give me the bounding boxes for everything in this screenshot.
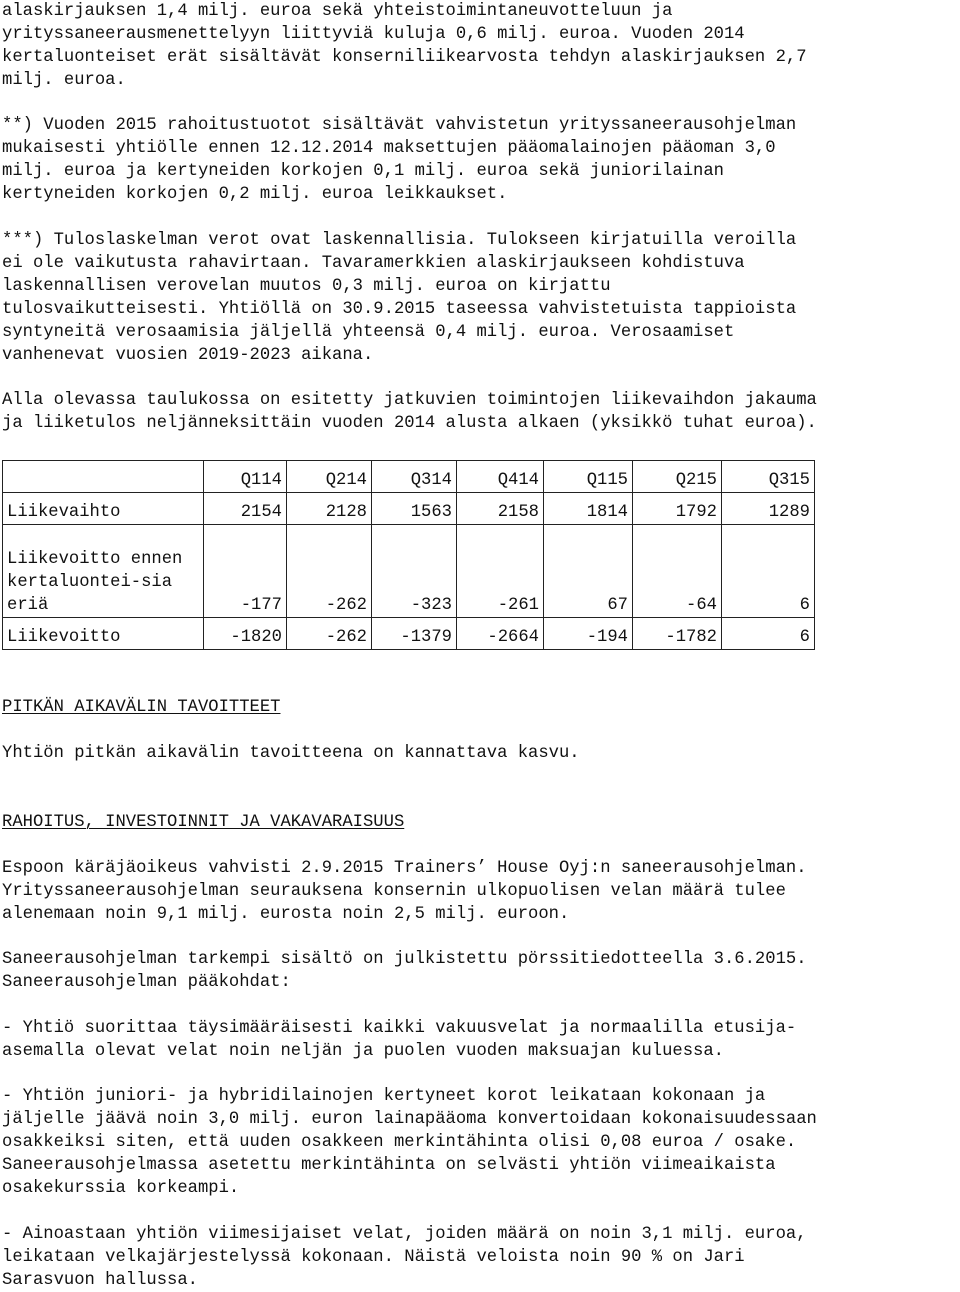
table-header-cell: Q314	[372, 461, 457, 493]
list-item-line: Saneerausohjelmassa asetettu merkintähinta on selvästi yhtiön viimeaikaista	[2, 1156, 776, 1175]
text-line: kertaluonteiset erät sisältävät konserniliikearvosta tehdyn alaskirjauksen 2,7	[2, 48, 807, 67]
text-line: ja liiketulos neljänneksittäin vuoden 2014 alusta alkaen (yksikkö tuhat euroa).	[2, 414, 817, 433]
table-header-cell: Q315	[722, 461, 815, 493]
section-heading: RAHOITUS, INVESTOINNIT JA VAKAVARAISUUS	[2, 813, 405, 832]
footnote-line: syntyneitä verosaamisia jäljellä yhteensä 0,4 milj. euroa. Verosaamiset	[2, 323, 735, 342]
table-cell: -323	[372, 525, 457, 618]
table-cell: 2128	[287, 493, 372, 525]
footnote-line: mukaisesti yhtiölle ennen 12.12.2014 maksettujen pääomalainojen pääoman 3,0	[2, 139, 776, 158]
footnote-line: vanhenevat vuosien 2019-2023 aikana.	[2, 346, 374, 365]
text-line: alenemaan noin 9,1 milj. eurosta noin 2,5 milj. euroon.	[2, 905, 570, 924]
row-label: Liikevoitto	[3, 618, 204, 650]
table-cell: 1792	[633, 493, 722, 525]
table-cell: 6	[722, 618, 815, 650]
text-line: Saneerausohjelman pääkohdat:	[2, 973, 291, 992]
table-cell: 2154	[204, 493, 287, 525]
footnote-line: **) Vuoden 2015 rahoitustuotot sisältävät vahvistetun yrityssaneerausohjelman	[2, 116, 797, 135]
footnote-line: laskennallisen verovelan muutos 0,3 milj. euroa on kirjattu	[2, 277, 611, 296]
table-header-row	[3, 461, 815, 493]
table-row	[3, 618, 815, 650]
table-header-cell	[3, 461, 204, 493]
table-cell: 2158	[457, 493, 544, 525]
list-item-line: Sarasvuon hallussa.	[2, 1271, 198, 1290]
table-cell: -2664	[457, 618, 544, 650]
table-header-cell: Q114	[204, 461, 287, 493]
text-line: alaskirjauksen 1,4 milj. euroa sekä yhteistoimintaneuvotteluun ja	[2, 2, 673, 21]
list-item-line: osakekurssia korkeampi.	[2, 1179, 240, 1198]
text-line: Yhtiön pitkän aikavälin tavoitteena on kannattava kasvu.	[2, 744, 580, 763]
table-cell: -261	[457, 525, 544, 618]
table-cell: 6	[722, 525, 815, 618]
list-item-line: jäljelle jäävä noin 3,0 milj. euron lainapääoma konvertoidaan kokonaisuudessaan	[2, 1110, 817, 1129]
footnote-line: kertyneiden korkojen 0,2 milj. euroa leikkaukset.	[2, 185, 508, 204]
table-row	[3, 493, 815, 525]
footnote-line: ***) Tuloslaskelman verot ovat laskennallisia. Tulokseen kirjatuilla veroilla	[2, 231, 797, 250]
table-cell: 1563	[372, 493, 457, 525]
text-line: Yrityssaneerausohjelman seurauksena konsernin ulkopuolisen velan määrä tulee	[2, 882, 786, 901]
table-cell: -1379	[372, 618, 457, 650]
table-cell: -1782	[633, 618, 722, 650]
text-line: yrityssaneerausmenettelyyn liittyviä kuluja 0,6 milj. euroa. Vuoden 2014	[2, 25, 745, 44]
table-cell: -194	[544, 618, 633, 650]
table-header-cell: Q115	[544, 461, 633, 493]
table-cell: 1814	[544, 493, 633, 525]
table-row	[3, 525, 815, 618]
section-heading: PITKÄN AIKAVÄLIN TAVOITTEET	[2, 698, 281, 717]
text-line: Espoon käräjäoikeus vahvisti 2.9.2015 Trainers’ House Oyj:n saneerausohjelman.	[2, 859, 807, 878]
table-cell: 1289	[722, 493, 815, 525]
table-header-cell: Q214	[287, 461, 372, 493]
footnote-line: milj. euroa ja kertyneiden korkojen 0,1 milj. euroa sekä juniorilainan	[2, 162, 724, 181]
table-header-cell: Q215	[633, 461, 722, 493]
list-item-line: asemalla olevat velat noin neljän ja puolen vuoden maksuajan kuluessa.	[2, 1042, 724, 1061]
footnote-line: ei ole vaikutusta rahavirtaan. Tavaramerkkien alaskirjaukseen kohdistuva	[2, 254, 745, 273]
list-item-line: osakkeiksi siten, että uuden osakkeen merkintähinta olisi 0,08 euroa / osake.	[2, 1133, 797, 1152]
text-line: milj. euroa.	[2, 71, 126, 90]
table-header-cell: Q414	[457, 461, 544, 493]
row-label: Liikevaihto	[3, 493, 204, 525]
list-item-line: - Yhtiön juniori- ja hybridilainojen kertyneet korot leikataan kokonaan ja	[2, 1087, 766, 1106]
table-cell: -1820	[204, 618, 287, 650]
table-cell: -262	[287, 618, 372, 650]
table-cell: -64	[633, 525, 722, 618]
row-label: Liikevoitto ennen kertaluontei-sia eriä	[3, 525, 204, 618]
list-item-line: - Ainoastaan yhtiön viimesijaiset velat, joiden määrä on noin 3,1 milj. euroa,	[2, 1225, 807, 1244]
text-line: Alla olevassa taulukossa on esitetty jatkuvien toimintojen liikevaihdon jakauma	[2, 391, 817, 410]
table-cell: -262	[287, 525, 372, 618]
footnote-line: tulosvaikutteisesti. Yhtiöllä on 30.9.2015 taseessa vahvistetuista tappioista	[2, 300, 797, 319]
text-line: Saneerausohjelman tarkempi sisältö on julkistettu pörssitiedotteella 3.6.2015.	[2, 950, 807, 969]
table-cell: -177	[204, 525, 287, 618]
quarterly-results-table	[2, 460, 815, 650]
list-item-line: - Yhtiö suorittaa täysimääräisesti kaikki vakuusvelat ja normaalilla etusija-	[2, 1019, 797, 1038]
list-item-line: leikataan velkajärjestelyssä kokonaan. Näistä veloista noin 90 % on Jari	[2, 1248, 745, 1267]
table-cell: 67	[544, 525, 633, 618]
